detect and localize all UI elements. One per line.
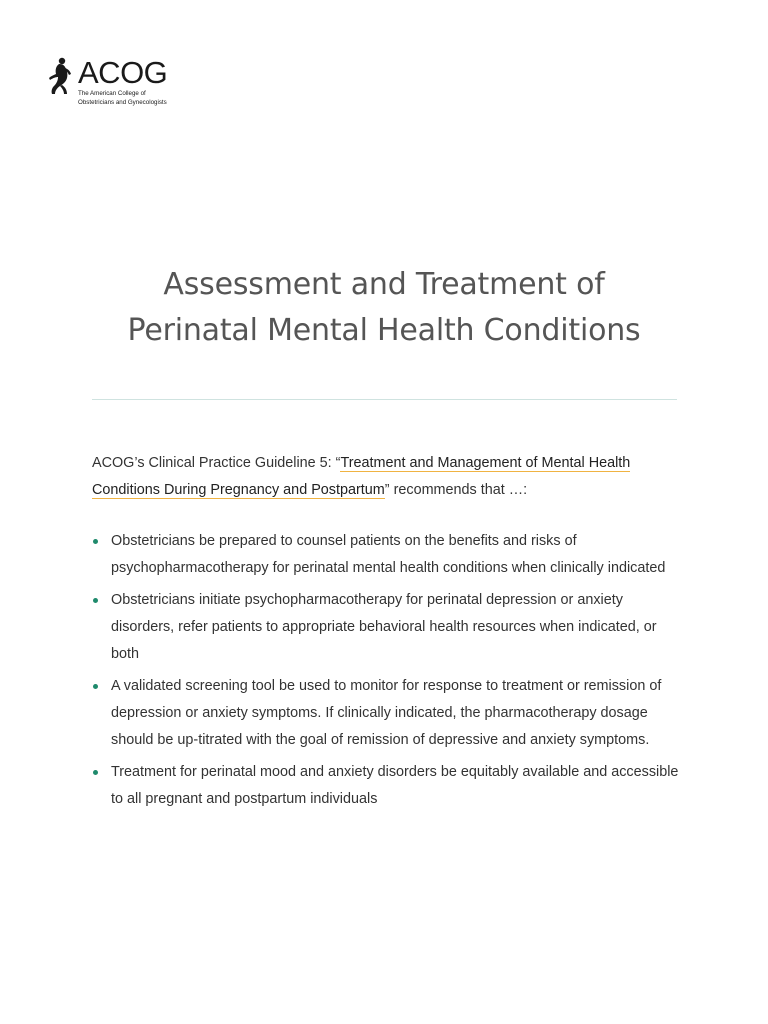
bullet-dot-icon xyxy=(93,684,98,689)
list-item xyxy=(92,673,687,754)
logo-subtitle-line2: Obstetricians and Gynecologists xyxy=(78,99,167,106)
bullet-dot-icon xyxy=(93,598,98,603)
logo-subtitle-line1: The American College of xyxy=(78,90,146,97)
acog-logo[interactable] xyxy=(46,56,167,106)
bullet-dot-icon xyxy=(93,539,98,544)
list-item-text: A validated screening tool be used to monitor for response to treatment or remission of depression or anxiety symptoms. If clinically indicated, the pharmacotherapy dosage should be up-titrated with the goal of remission of depressive and anxiety symptoms. xyxy=(111,678,662,748)
list-item-text: Obstetricians initiate psychopharmacotherapy for perinatal depression or anxiety disorders, refer patients to appropriate behavioral health resources when indicated, or both xyxy=(111,592,657,662)
intro-paragraph xyxy=(92,450,682,504)
recommendation-list xyxy=(92,528,687,818)
list-item xyxy=(92,587,687,668)
page-title-line2: Perinatal Mental Health Conditions xyxy=(127,313,641,348)
section-divider xyxy=(92,399,677,400)
list-item xyxy=(92,528,687,582)
intro-prefix: ACOG’s Clinical Practice Guideline 5: “ xyxy=(92,455,341,471)
page-title xyxy=(0,262,768,354)
intro-suffix: ” recommends that …: xyxy=(384,482,528,498)
page-title-line1: Assessment and Treatment of xyxy=(163,267,605,302)
bullet-dot-icon xyxy=(93,770,98,775)
list-item-text: Treatment for perinatal mood and anxiety disorders be equitably available and accessible to all pregnant and postpartum individuals xyxy=(111,764,679,807)
acog-figure-icon xyxy=(46,56,74,96)
guideline-link[interactable]: Treatment and Management of Mental Health Conditions During Pregnancy and Postpartum xyxy=(92,455,631,498)
logo-abbreviation: ACOG xyxy=(78,55,168,90)
list-item xyxy=(92,759,687,813)
list-item-text: Obstetricians be prepared to counsel patients on the benefits and risks of psychopharmacotherapy for perinatal mental health conditions when clinically indicated xyxy=(111,533,666,576)
